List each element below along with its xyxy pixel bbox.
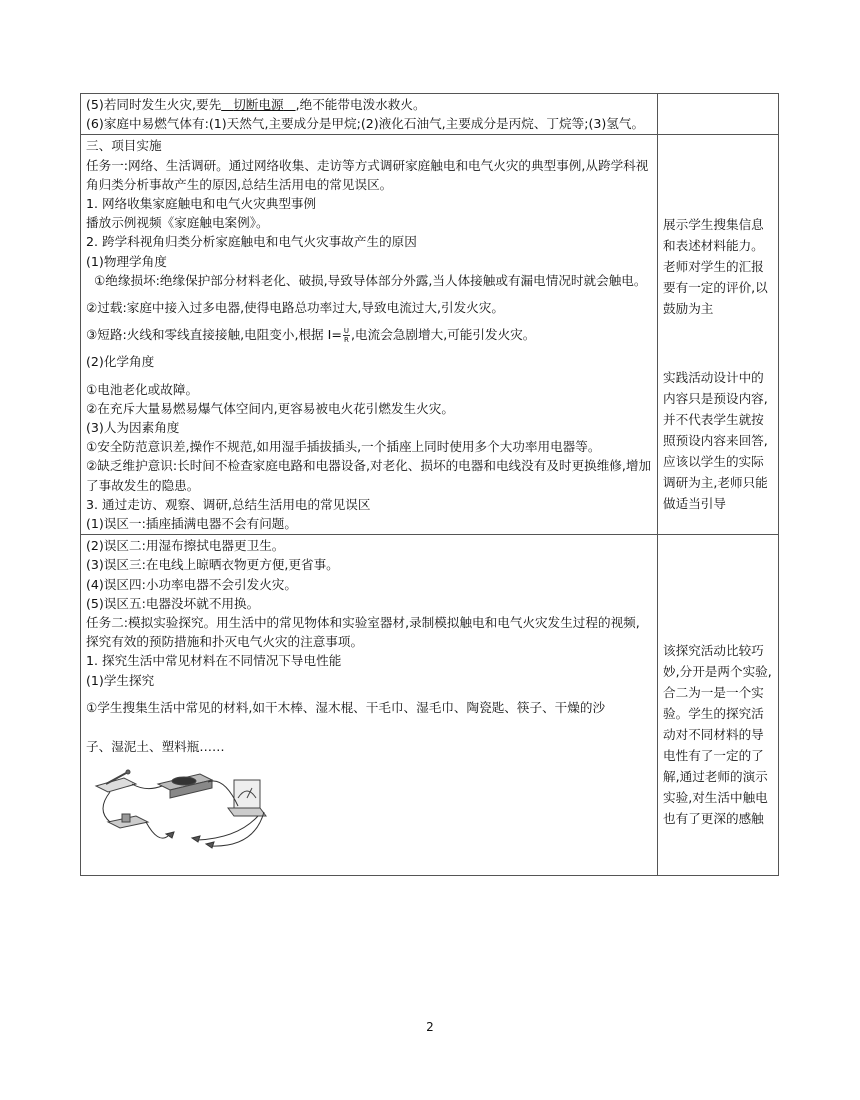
page-number: 2: [426, 1020, 434, 1034]
text-line: ①电池老化或故障。: [86, 381, 199, 397]
content-cell: [81, 94, 658, 135]
table-row: [81, 94, 779, 135]
text-line: 子、湿泥土、塑料瓶……: [86, 739, 225, 755]
text-line: (5)误区五:电器没坏就不用换。: [86, 595, 260, 611]
circuit-apparatus-image: [88, 764, 268, 850]
text-line: 1. 网络收集家庭触电和电气火灾典型事例: [86, 196, 317, 212]
sample-holder-icon: [108, 814, 148, 828]
text-line: 2. 跨学科视角归类分析家庭触电和电气火灾事故产生的原因: [86, 234, 417, 250]
ohms-law-fraction: $\frac{U}{R}$: [343, 327, 350, 345]
text-line: ③短路:火线和零线直接接触,电阻变小,根据 I= $\frac{U}{R}$ ,电流会急剧增大,可能引发火灾。: [86, 327, 536, 345]
section-heading: 三、项目实施: [86, 138, 162, 154]
text-line: ②在充斥大量易燃易爆气体空间内,更容易被电火花引燃发生火灾。: [86, 400, 454, 416]
switch-icon: [96, 770, 136, 792]
text-line: (2)化学角度: [86, 354, 155, 370]
text-line: (6)家庭中易燃气体有:(1)天然气,主要成分是甲烷;(2)液化石油气,主要成分是丙烷、丁烷等;(3)氢气。: [86, 116, 645, 132]
text-line: 1. 探究生活中常见材料在不同情况下导电性能: [86, 653, 342, 669]
text-line: (5)若同时发生火灾,要先 切断电源 ,绝不能带电泼水救火。: [86, 97, 426, 112]
text-line: (3)人为因素角度: [86, 420, 180, 436]
text-line: ①绝缘损坏:绝缘保护部分材料老化、破损,导致导体部分外露,当人体接触或有漏电情况时就会触电。: [86, 272, 647, 288]
task-description: 任务一:网络、生活调研。通过网络收集、走访等方式调研家庭触电和电气火灾的典型事例,从跨学科视角归类分析事故产生的原因,总结生活用电的常见误区。: [86, 157, 649, 192]
text-line: ②缺乏维护意识:长时间不检查家庭电路和电器设备,对老化、损坏的电器和电线没有及时更换维修,增加了事故发生的隐患。: [86, 458, 652, 493]
text-line: ①学生搜集生活中常见的材料,如干木棒、湿木棍、干毛巾、湿毛巾、陶瓷匙、筷子、干燥的沙: [86, 699, 606, 715]
comment-text: 展示学生搜集信息和表述材料能力。老师对学生的汇报要有一定的评价,以鼓励为主: [663, 217, 768, 317]
comment-text: 该探究活动比较巧妙,分开是两个实验,合二为一是一个实验。学生的探究活动对不同材料的导电性有了一定的了解,通过老师的演示实验,对生活中触电也有了更深的感触: [663, 643, 772, 827]
text-line: (3)误区三:在电线上晾晒衣物更方便,更省事。: [86, 557, 339, 573]
text-line: ②过载:家庭中接入过多电器,使得电路总功率过大,导致电流过大,引发火灾。: [86, 300, 504, 316]
text-line: ①安全防范意识差,操作不规范,如用湿手插拔插头,一个插座上同时使用多个大功率用电器等。: [86, 439, 601, 455]
task-description: 任务二:模拟实验探究。用生活中的常见物体和实验室器材,录制模拟触电和电气火灾发生过程的视频,探究有效的预防措施和扑灭电气火灾的注意事项。: [86, 615, 640, 650]
text-line: 播放示例视频《家庭触电案例》。: [86, 215, 269, 231]
text-line: (1)误区一:插座插满电器不会有问题。: [86, 516, 297, 532]
fill-blank-answer: 切断电源: [233, 97, 284, 112]
text-line: (2)误区二:用湿布擦拭电器更卫生。: [86, 538, 285, 554]
comment-text: 实践活动设计中的内容只是预设内容,并不代表学生就按照预设内容来回答,应该以学生的实际调研为主,老师只能做适当引导: [663, 370, 768, 512]
battery-icon: [158, 774, 212, 798]
text-line: (4)误区四:小功率电器不会引发火灾。: [86, 576, 297, 592]
text-line: (1)学生探究: [86, 672, 155, 688]
comment-cell: [658, 535, 779, 876]
table-row: [81, 135, 779, 535]
table-row: [81, 535, 779, 876]
lesson-plan-table: [80, 93, 779, 876]
comment-cell: [658, 135, 779, 535]
content-cell: [81, 135, 658, 535]
text-line: (1)物理学角度: [86, 253, 167, 269]
comment-cell: [658, 94, 779, 135]
content-cell: [81, 535, 658, 876]
text-line: 3. 通过走访、观察、调研,总结生活用电的常见误区: [86, 496, 371, 512]
